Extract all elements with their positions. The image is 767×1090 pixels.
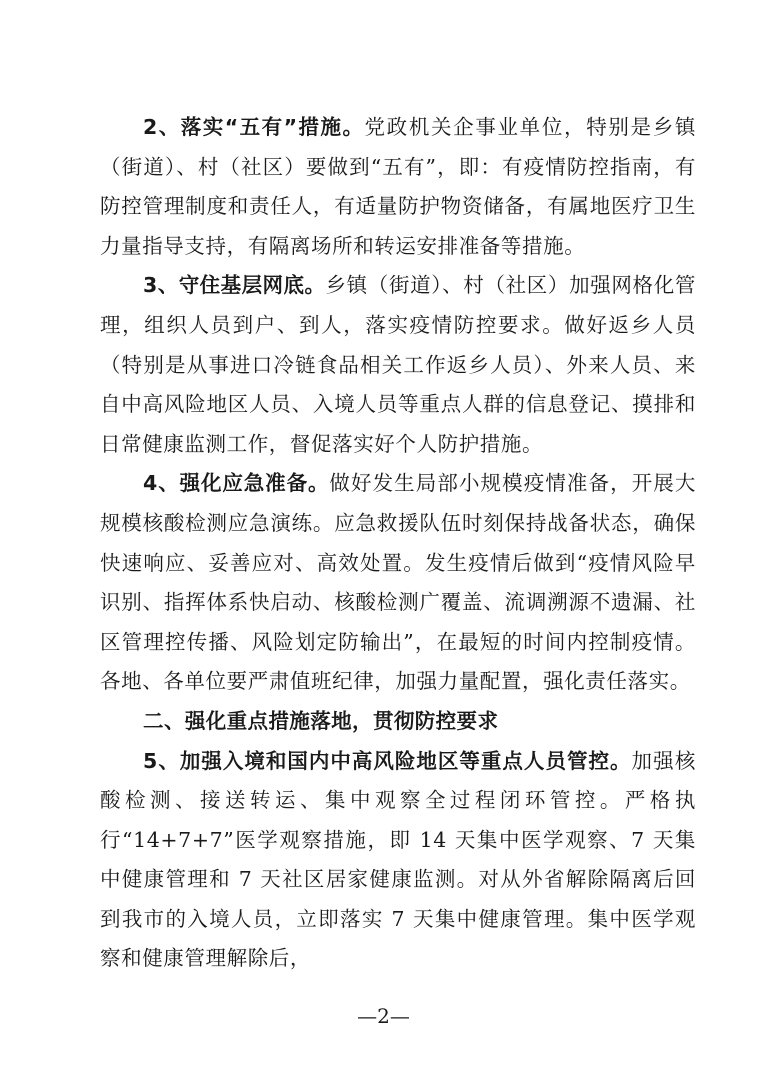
paragraph-2-text: 党政机关企事业单位，特别是乡镇（街道）、村（社区）要做到“五有”，即：有疫情防控指南，有防控管理制度和责任人，有适量防护物资储备，有属地医疗卫生力量指导支持，有隔离场所和转运安排准备等措施。: [100, 115, 696, 258]
paragraph-2-lead: 2、落实“五有”措施。: [143, 115, 365, 139]
section-heading: 二、强化重点措施落地，贯彻防控要求: [143, 708, 499, 733]
paragraph-4-lead: 4、强化应急准备。: [143, 471, 330, 496]
paragraph-4: [100, 464, 696, 702]
paragraph-3: [100, 266, 696, 464]
paragraph-5-text: 加强核酸检测、接送转运、集中观察全过程闭环管控。严格执行“14+7+7”医学观察措施，即 14 天集中医学观察、7 天集中健康管理和 7 天社区居家健康监测。对从外省解除隔离后回到我市的入境人员，立即落实 7 天集中健康管理。集中医学观察和健康管理解除后，: [100, 748, 696, 971]
paragraph-5: [100, 742, 696, 980]
page-number: —2—: [357, 1004, 410, 1028]
document-body: [100, 108, 696, 979]
paragraph-2: [100, 108, 696, 266]
paragraph-5-lead: 5、加强入境和国内中高风险地区等重点人员管控。: [143, 748, 632, 773]
paragraph-3-text: 乡镇（街道）、村（社区）加强网格化管理，组织人员到户、到人，落实疫情防控要求。做好返乡人员（特别是从事进口冷链食品相关工作返乡人员）、外来人员、来自中高风险地区人员、入境人员等重点人群的信息登记、摸排和日常健康监测工作，督促落实好个人防护措施。: [100, 273, 696, 456]
paragraph-3-lead: 3、守住基层网底。: [143, 273, 326, 298]
paragraph-4-text: 做好发生局部小规模疫情准备，开展大规模核酸检测应急演练。应急救援队伍时刻保持战备状态，确保快速响应、妥善应对、高效处置。发生疫情后做到“疫情风险早识别、指挥体系快启动、核酸检测广覆盖、流调溯源不遗漏、社区管理控传播、风险划定防输出”，在最短的时间内控制疫情。各地、各单位要严肃值班纪律，加强力量配置，强化责任落实。: [100, 471, 696, 694]
